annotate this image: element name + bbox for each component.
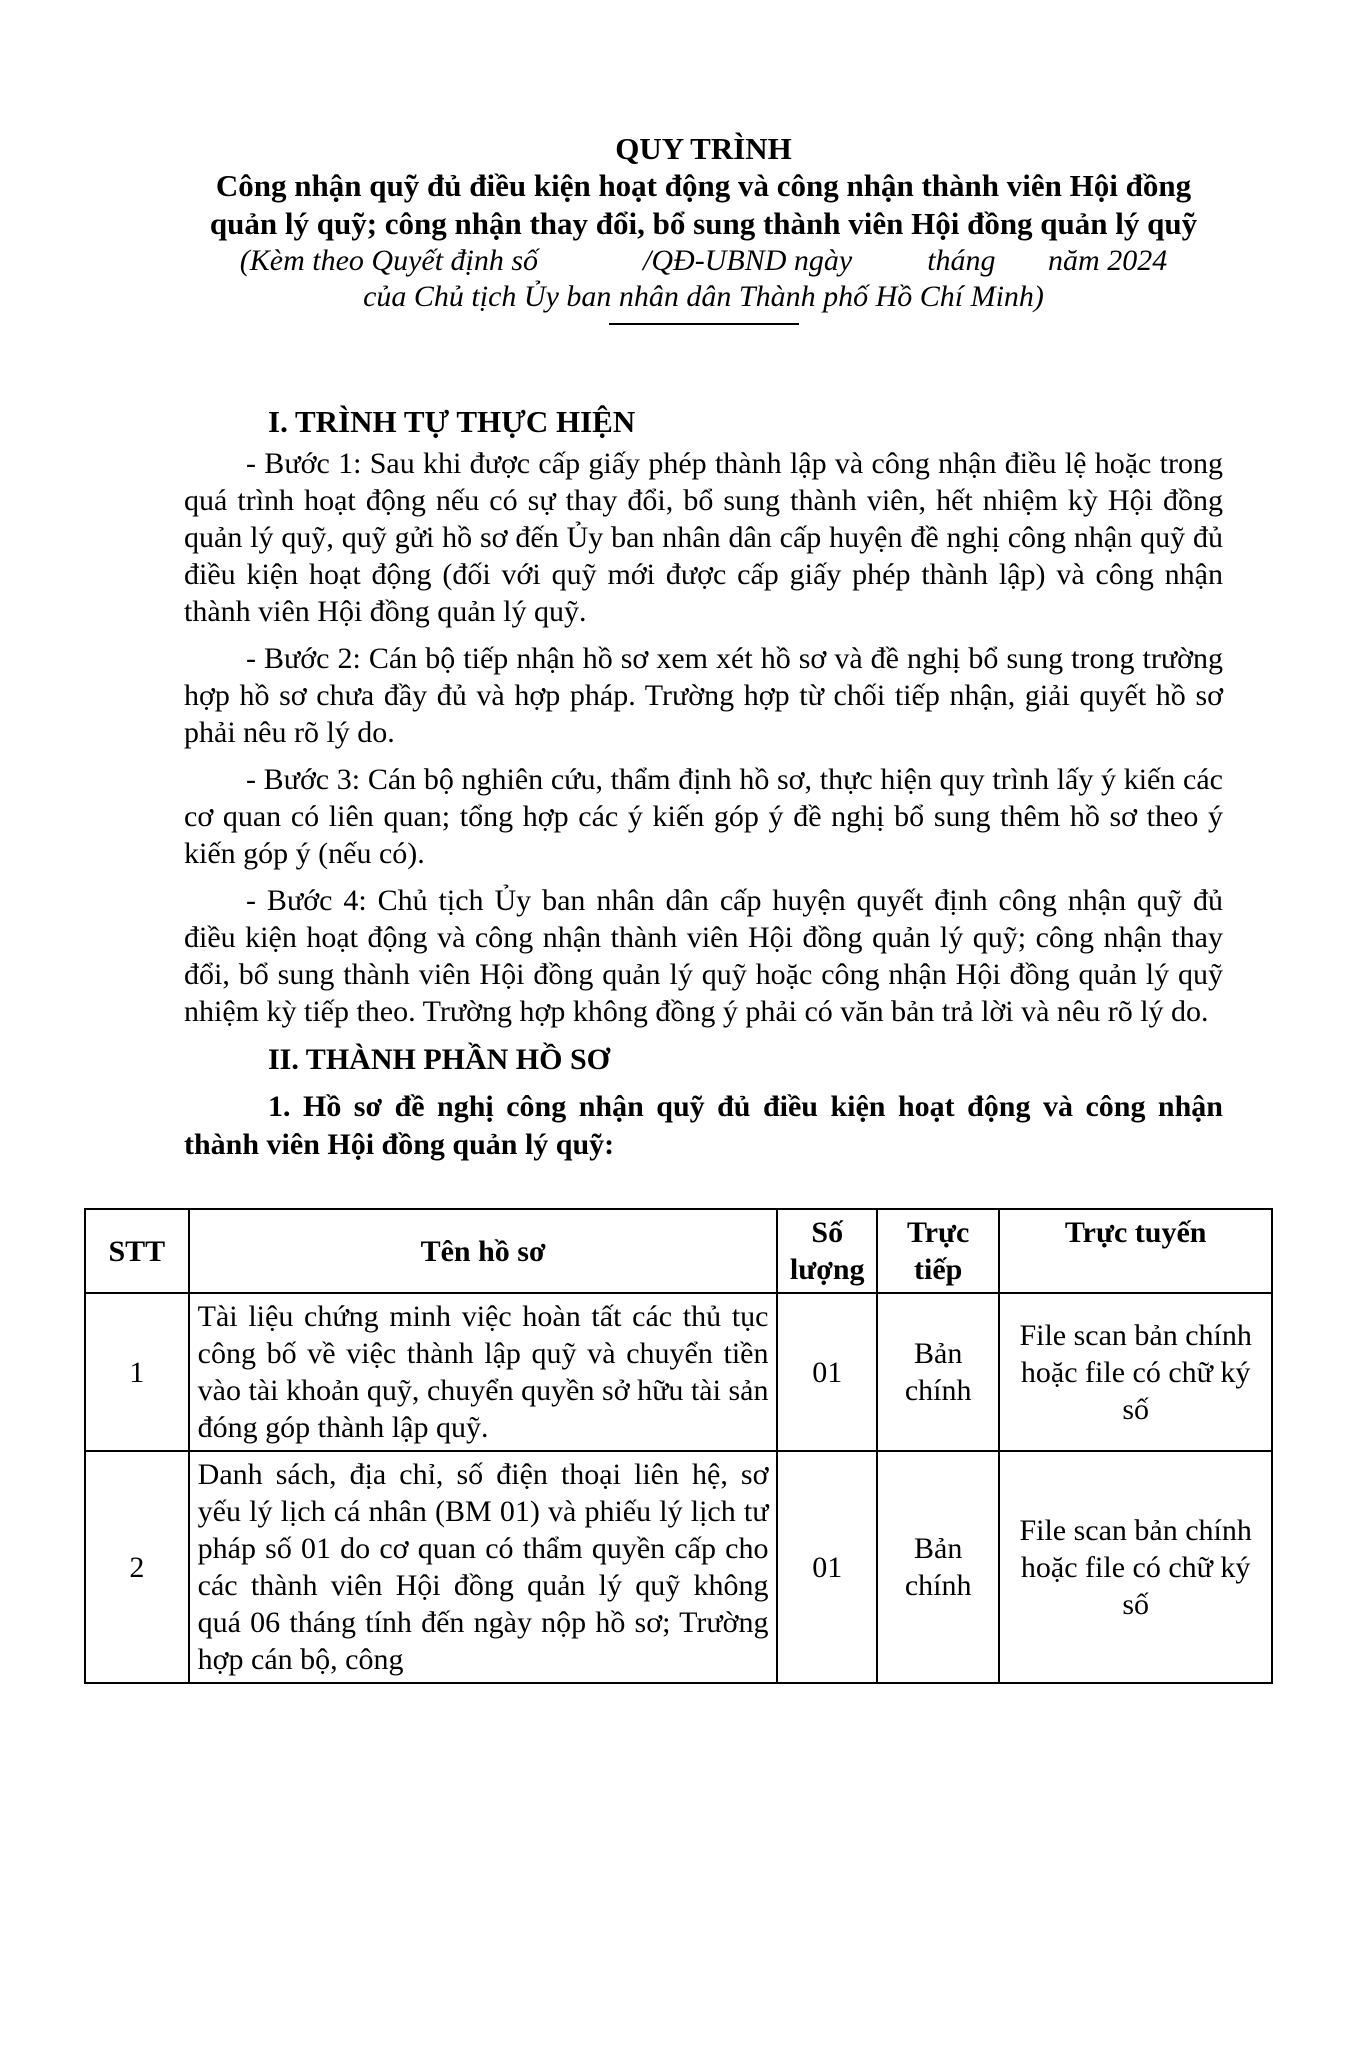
step-3-paragraph: - Bước 3: Cán bộ nghiên cứu, thẩm định hồ sơ, thực hiện quy trình lấy ý kiến các cơ quan có liên quan; tổng hợp các ý kiến góp ý đề nghị bổ sung thêm hồ sơ theo ý kiến góp ý (nếu có). [184,763,1223,870]
step-1-paragraph: - Bước 1: Sau khi được cấp giấy phép thành lập và công nhận điều lệ hoặc trong quá trình hoạt động nếu có sự thay đổi, bổ sung thành viên, hết nhiệm kỳ Hội đồng quản lý quỹ, quỹ gửi hồ sơ đến Ủy ban nhân dân cấp huyện đề nghị công nhận quỹ đủ điều kiện hoạt động (đối với quỹ mới được cấp giấy phép thành lập) và công nhận thành viên Hội đồng quản lý quỹ. [184,447,1223,628]
step-2-paragraph: - Bước 2: Cán bộ tiếp nhận hồ sơ xem xét hồ sơ và đề nghị bổ sung trong trường hợp hồ sơ chưa đầy đủ và hợp pháp. Trường hợp từ chối tiếp nhận, giải quyết hồ sơ phải nêu rõ lý do. [184,642,1223,749]
cell-direct: Bản chính [877,1451,999,1683]
cell-stt: 1 [85,1293,189,1451]
cell-document-name: Tài liệu chứng minh việc hoàn tất các thủ tục công bố về việc thành lập quỹ và chuyển tiền vào tài khoản quỹ, chuyển quyền sở hữu tài sản đóng góp thành lập quỹ. [189,1293,778,1451]
documents-table [84,1208,1273,1684]
attachment-note-line2: của Chủ tịch Ủy ban nhân dân Thành phố Hồ Chí Minh) [363,280,1044,313]
header-quantity: Số lượng [777,1209,877,1293]
cell-direct: Bản chính [877,1293,999,1451]
cell-quantity: 01 [777,1451,877,1683]
step-4-paragraph: - Bước 4: Chủ tịch Ủy ban nhân dân cấp huyện quyết định công nhận quỹ đủ điều kiện hoạt động và công nhận thành viên Hội đồng quản lý quỹ; công nhận thay đổi, bổ sung thành viên Hội đồng quản lý quỹ hoặc công nhận Hội đồng quản lý quỹ nhiệm kỳ tiếp theo. Trường hợp không đồng ý phải có văn bản trả lời và nêu rõ lý do. [184,884,1223,1028]
attachment-note-line1: (Kèm theo Quyết định số /QĐ-UBND ngày tháng năm 2024 [239,244,1168,277]
section-heading-procedure: I. TRÌNH TỰ THỰC HIỆN [268,404,636,439]
document-title: QUY TRÌNH [615,131,792,166]
cell-quantity: 01 [777,1293,877,1451]
cell-online: File scan bản chính hoặc file có chữ ký số [999,1451,1272,1683]
document-subtitle-line2: quản lý quỹ; công nhận thay đổi, bổ sung thành viên Hội đồng quản lý quỹ [209,206,1198,241]
header-document-name: Tên hồ sơ [189,1209,778,1293]
table-row [85,1293,1272,1451]
title-divider [609,323,799,325]
header-online: Trực tuyến [999,1209,1272,1293]
document-page [0,131,1357,2051]
cell-stt: 2 [85,1451,189,1683]
section-heading-documents: II. THÀNH PHẦN HỒ SƠ [268,1043,610,1076]
document-subtitle-line1: Công nhận quỹ đủ điều kiện hoạt động và công nhận thành viên Hội đồng [215,168,1192,203]
cell-online: File scan bản chính hoặc file có chữ ký số [999,1293,1272,1451]
table-row [85,1451,1272,1683]
cell-document-name: Danh sách, địa chỉ, số điện thoại liên hệ, sơ yếu lý lịch cá nhân (BM 01) và phiếu lý lịch tư pháp số 01 do cơ quan có thẩm quyền cấp cho các thành viên Hội đồng quản lý quỹ không quá 06 tháng tính đến ngày nộp hồ sơ; Trường hợp cán bộ, công [189,1451,778,1683]
header-direct: Trực tiếp [877,1209,999,1293]
subsection-heading-documents: 1. Hồ sơ đề nghị công nhận quỹ đủ điều kiện hoạt động và công nhận thành viên Hội đồng quản lý quỹ: [184,1090,1223,1161]
table-header-row [85,1209,1272,1293]
header-stt: STT [85,1209,189,1293]
